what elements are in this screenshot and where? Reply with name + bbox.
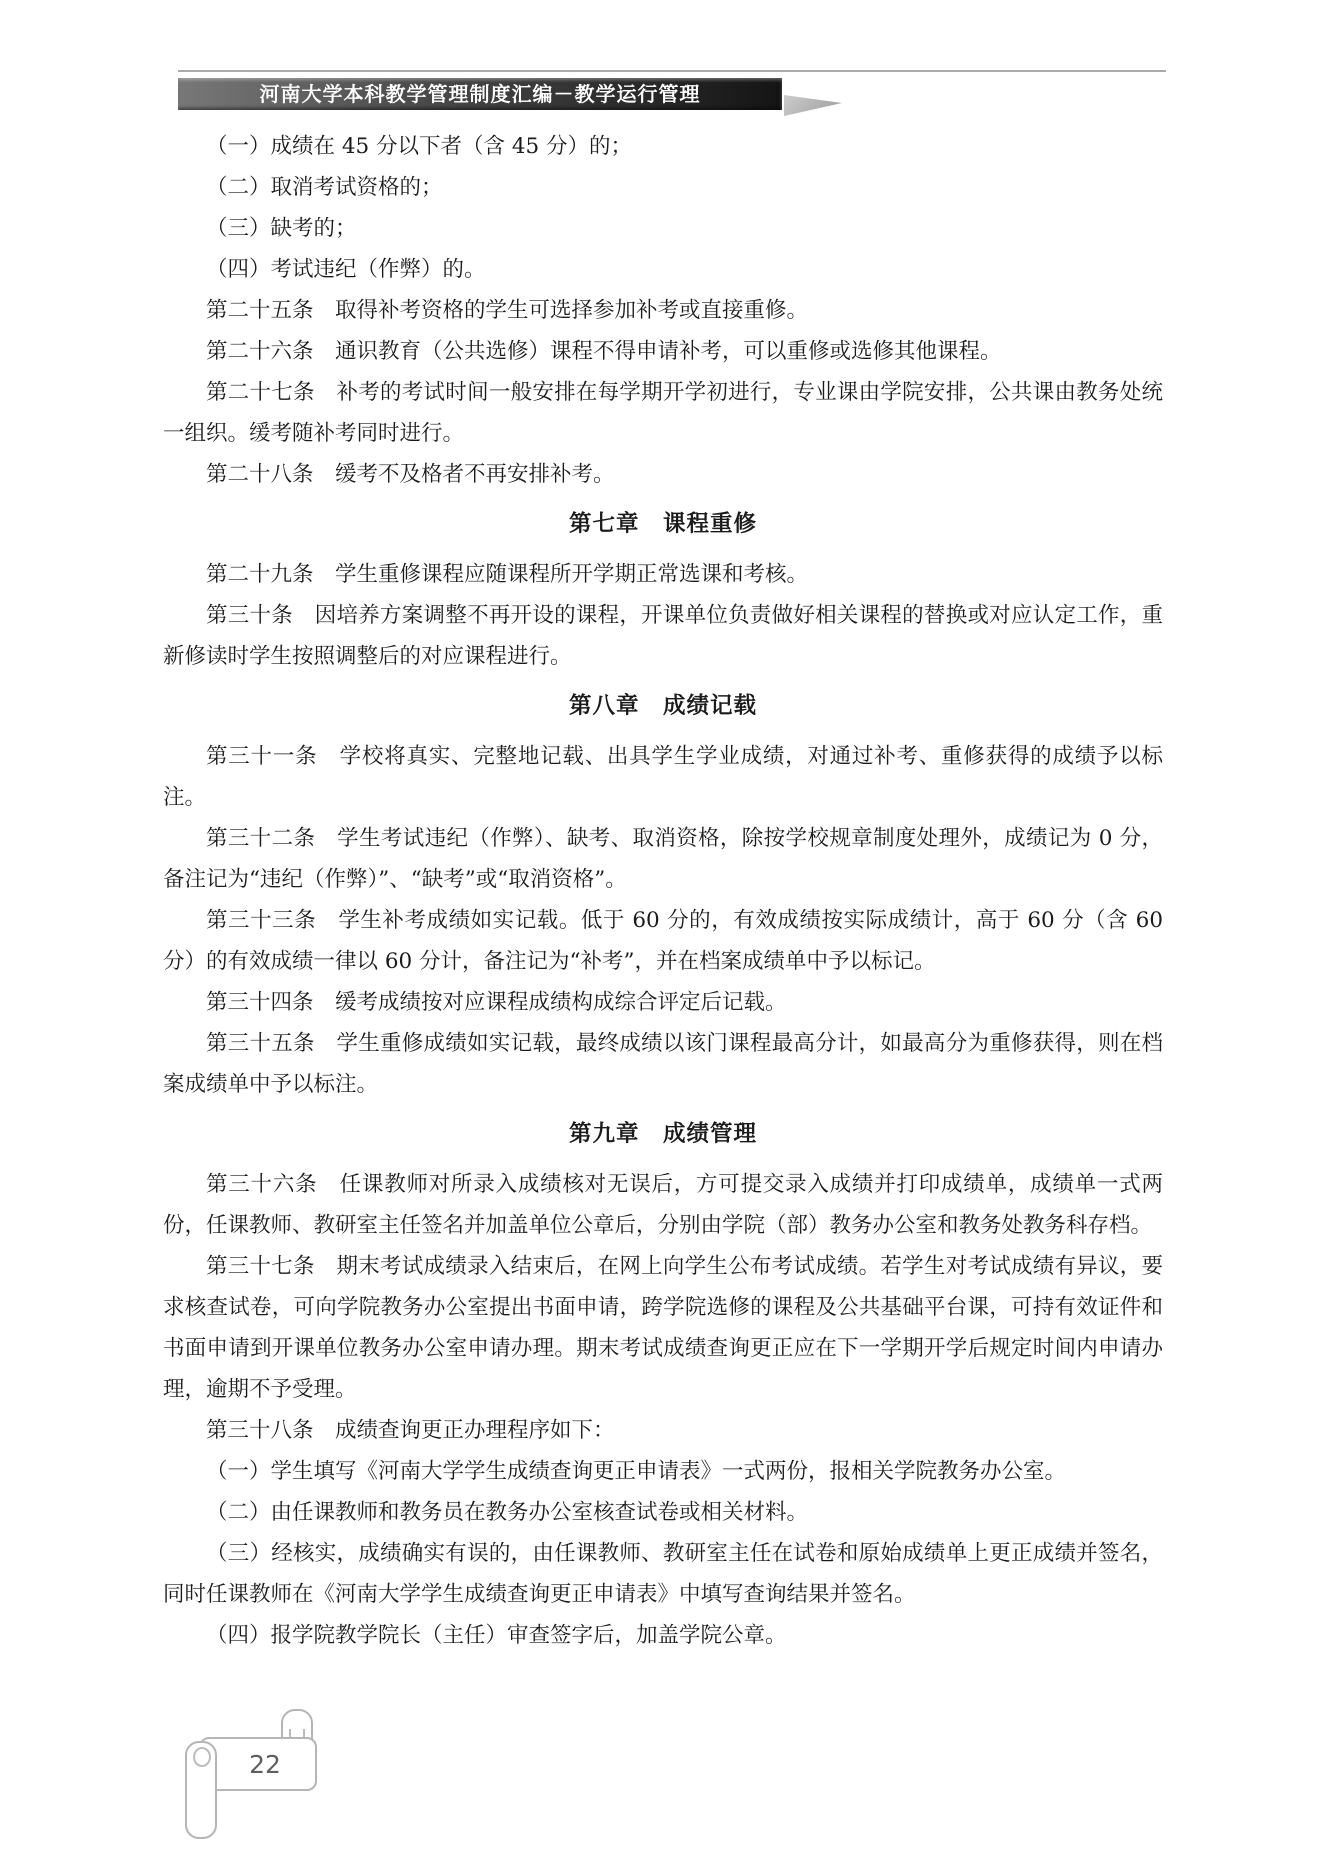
article-paragraph: 第三十六条 任课教师对所录入成绩核对无误后，方可提交录入成绩并打印成绩单，成绩单一式两份，任课教师、教研室主任签名并加盖单位公章后，分别由学院（部）教务办公室和教务处教务科存档。 xyxy=(163,1172,1163,1238)
page-scroll-ornament xyxy=(185,1703,335,1833)
scroll-left-roll-opening xyxy=(193,1747,211,1767)
article-paragraph: 第三十条 因培养方案调整不再开设的课程，开课单位负责做好相关课程的替换或对应认定工作，重新修读时学生按照调整后的对应课程进行。 xyxy=(163,603,1163,669)
document-body xyxy=(163,126,1163,1656)
article-paragraph: 第三十七条 期末考试成绩录入结束后，在网上向学生公布考试成绩。若学生对考试成绩有异议，要求核查试卷，可向学院教务办公室提出书面申请，跨学院选修的课程及公共基础平台课，可持有效证件和书面申请到开课单位教务办公室申请办理。期末考试成绩查询更正应在下一学期开学后规定时间内申请办理，逾期不予受理。 xyxy=(163,1254,1163,1402)
header-rule-line xyxy=(178,70,1166,72)
article-paragraph: 第二十七条 补考的考试时间一般安排在每学期开学初进行，专业课由学院安排，公共课由教务处统一组织。缓考随补考同时进行。 xyxy=(163,380,1163,446)
article-paragraph: 第三十四条 缓考成绩按对应课程成绩构成综合评定后记载。 xyxy=(206,990,787,1015)
article-paragraph: 第二十五条 取得补考资格的学生可选择参加补考或直接重修。 xyxy=(206,298,809,323)
article-paragraph: 第二十六条 通识教育（公共选修）课程不得申请补考，可以重修或选修其他课程。 xyxy=(206,339,1002,364)
article-paragraph: 第三十五条 学生重修成绩如实记载，最终成绩以该门课程最高分计，如最高分为重修获得，则在档案成绩单中予以标注。 xyxy=(163,1031,1163,1097)
header-arrow-icon xyxy=(784,95,842,116)
list-item: （二）取消考试资格的； xyxy=(206,175,443,200)
article-paragraph: 第三十三条 学生补考成绩如实记载。低于 60 分的，有效成绩按实际成绩计，高于 60 分（含 60 分）的有效成绩一律以 60 分计，备注记为“补考”，并在档案成绩单中予以标记。 xyxy=(163,908,1163,974)
list-item: （三）经核实，成绩确实有误的，由任课教师、教研室主任在试卷和原始成绩单上更正成绩并签名，同时任课教师在《河南大学学生成绩查询更正申请表》中填写查询结果并签名。 xyxy=(163,1541,1163,1607)
list-item: （三）缺考的； xyxy=(206,216,357,241)
chapter-heading: 第七章 课程重修 xyxy=(568,511,757,537)
header-banner-title: 河南大学本科教学管理制度汇编－教学运行管理 xyxy=(259,82,701,106)
article-paragraph: 第三十八条 成绩查询更正办理程序如下： xyxy=(206,1418,615,1443)
article-paragraph: 第二十八条 缓考不及格者不再安排补考。 xyxy=(206,462,615,487)
list-item: （四）报学院教学院长（主任）审查签字后，加盖学院公章。 xyxy=(206,1623,787,1648)
list-item: （四）考试违纪（作弊）的。 xyxy=(206,257,486,282)
list-item: （二）由任课教师和教务员在教务办公室核查试卷或相关材料。 xyxy=(206,1500,809,1525)
chapter-heading: 第八章 成绩记载 xyxy=(568,693,757,719)
article-paragraph: 第三十二条 学生考试违纪（作弊）、缺考、取消资格，除按学校规章制度处理外，成绩记为 0 分，备注记为“违纪（作弊）”、“缺考”或“取消资格”。 xyxy=(163,826,1163,892)
article-paragraph: 第二十九条 学生重修课程应随课程所开学期正常选课和考核。 xyxy=(206,562,809,587)
list-item: （一）成绩在 45 分以下者（含 45 分）的； xyxy=(206,134,633,159)
list-item: （一）学生填写《河南大学学生成绩查询更正申请表》一式两份，报相关学院教务办公室。 xyxy=(206,1459,1067,1484)
chapter-heading: 第九章 成绩管理 xyxy=(568,1121,757,1147)
header-banner xyxy=(178,78,782,110)
article-paragraph: 第三十一条 学校将真实、完整地记载、出具学生学业成绩，对通过补考、重修获得的成绩予以标注。 xyxy=(163,744,1163,810)
page-number: 22 xyxy=(249,1749,281,1779)
